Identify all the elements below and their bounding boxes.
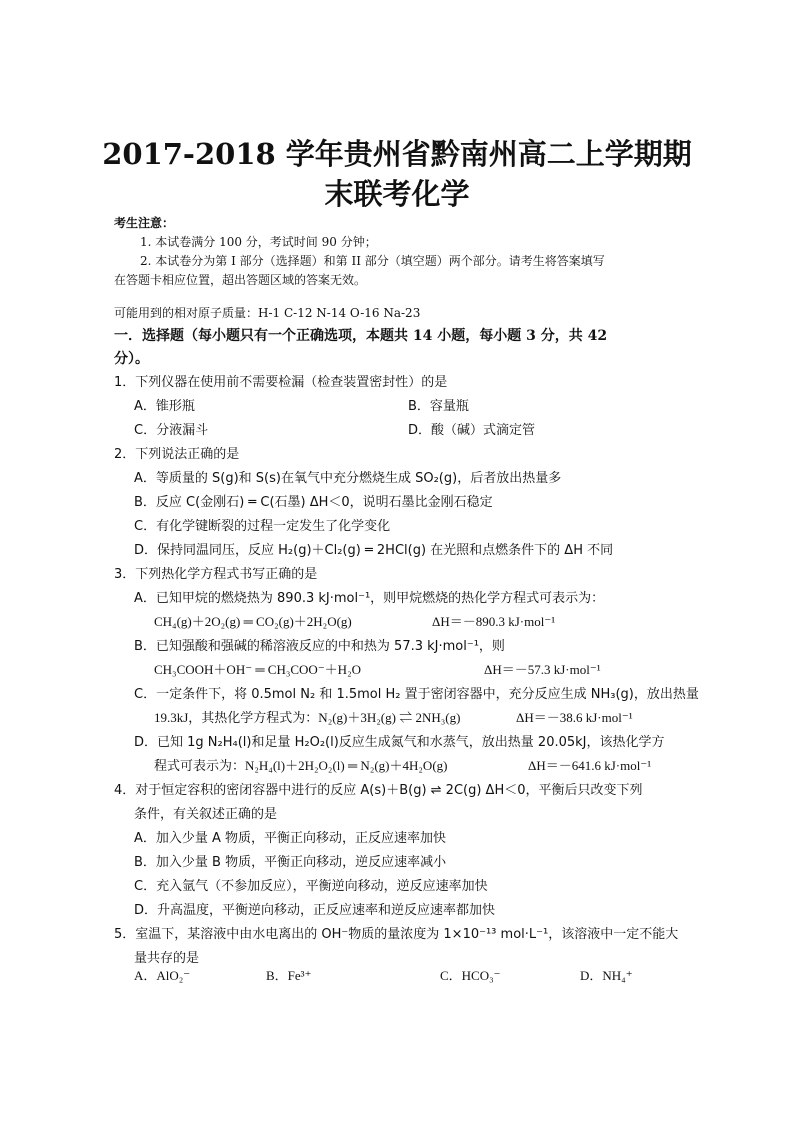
q2-option-d: D．保持同温同压，反应 H₂(g)＋Cl₂(g) ═ 2HCl(g) 在光照和点燃条件下的 ΔH 不同 <box>134 543 614 558</box>
q5-option-a: A．AlO₂⁻ <box>134 968 191 983</box>
q3-stem: 3．下列热化学方程式书写正确的是 <box>114 567 318 582</box>
notice-item-1: 1. 本试卷满分 100 分，考试时间 90 分钟； <box>140 235 377 249</box>
q4-stem-line-2: 条件，有关叙述正确的是 <box>134 807 278 822</box>
q3-option-c-line-1: C．一定条件下，将 0.5mol N₂ 和 1.5mol H₂ 置于密闭容器中，充分反应生成 NH₃(g)，放出热量 <box>134 687 699 702</box>
q3-option-d-line-1: D．已知 1g N₂H₄(l)和足量 H₂O₂(l)反应生成氮气和水蒸气，放出热量 20.05kJ，该热化学方 <box>134 735 665 750</box>
q1-stem: 1．下列仪器在使用前不需要检漏（检查装置密封性）的是 <box>114 375 448 390</box>
q3-option-a-line-1: A．已知甲烷的燃烧热为 890.3 kJ·mol⁻¹，则甲烷燃烧的热化学方程式可表示为： <box>134 591 605 606</box>
q4-option-a: A．加入少量 A 物质，平衡正向移动，正反应速率加快 <box>134 831 447 846</box>
q2-option-c: C．有化学键断裂的过程一定发生了化学变化 <box>134 519 391 534</box>
q5-option-b: B．Fe³⁺ <box>266 968 312 983</box>
q3-option-b-line-1: B．已知强酸和强碱的稀溶液反应的中和热为 57.3 kJ·mol⁻¹，则 <box>134 639 505 654</box>
q5-option-d: D．NH₄⁺ <box>580 968 633 983</box>
q3-option-c-equation: 19.3kJ，其热化学方程式为：N₂(g)＋3H₂(g) ⇌ 2NH₃(g) <box>154 710 461 725</box>
title-line-2: 末联考化学 <box>324 177 470 211</box>
q3-option-d-equation: 程式可表示为：N₂H₄(l)＋2H₂O₂(l) ═ N₂(g)＋4H₂O(g) <box>154 758 448 773</box>
section-heading-line-2: 分）。 <box>114 351 149 367</box>
section-heading-line-1: 一．选择题（每小题只有一个正确选项，本题共 14 小题，每小题 3 分，共 42 <box>114 328 608 344</box>
q3-option-b-enthalpy: ΔH＝－57.3 kJ·mol⁻¹ <box>484 662 601 677</box>
atomic-masses: 可能用到的相对原子质量：H-1 C-12 N-14 O-16 Na-23 <box>114 306 421 320</box>
section-heading <box>114 325 680 371</box>
notice-block <box>114 214 694 290</box>
q2-stem: 2．下列说法正确的是 <box>114 447 240 462</box>
q2-option-b: B．反应 C(金刚石) ═ C(石墨) ΔH＜0，说明石墨比金刚石稳定 <box>134 495 493 510</box>
notice-heading: 考生注意： <box>114 216 175 230</box>
title-line-1: 2017-2018 学年贵州省黔南州高二上学期期 <box>102 137 692 171</box>
q4-stem-line-1: 4．对于恒定容积的密闭容器中进行的反应 A(s)＋B(g) ⇌ 2C(g) ΔH＜0，平衡后只改变下列 <box>114 783 643 798</box>
q3-option-a-equation: CH₄(g)＋2O₂(g) ═ CO₂(g)＋2H₂O(g) <box>154 614 352 629</box>
q3-option-c-enthalpy: ΔH＝－38.6 kJ·mol⁻¹ <box>516 710 633 725</box>
q3-option-a-enthalpy: ΔH＝－890.3 kJ·mol⁻¹ <box>432 614 556 629</box>
notice-item-2b: 在答题卡相应位置，超出答题区域的答案无效。 <box>114 273 367 287</box>
q4-option-b: B．加入少量 B 物质，平衡正向移动，逆反应速率减小 <box>134 855 447 870</box>
q2-option-a: A．等质量的 S(g)和 S(s)在氧气中充分燃烧生成 SO₂(g)，后者放出热量多 <box>134 471 562 486</box>
q3-option-d-enthalpy: ΔH＝－641.6 kJ·mol⁻¹ <box>528 758 652 773</box>
q4-option-d: D．升高温度，平衡逆向移动，正反应速率和逆反应速率都加快 <box>134 903 496 918</box>
q1-option-c: C．分液漏斗 <box>134 423 209 438</box>
q3-option-b-equation: CH₃COOH＋OH⁻ ═ CH₃COO⁻＋H₂O <box>154 662 361 677</box>
q4-option-c: C．充入氩气（不参加反应），平衡逆向移动，逆反应速率加快 <box>134 879 488 894</box>
q1-option-a: A．锥形瓶 <box>134 399 195 414</box>
q1-option-d: D．酸（碱）式滴定管 <box>408 423 536 438</box>
q1-option-b: B．容量瓶 <box>408 399 469 414</box>
q5-option-c: C．HCO₃⁻ <box>440 968 501 983</box>
q5-stem-line-2: 量共存的是 <box>134 951 200 966</box>
notice-item-2a: 2. 本试卷分为第 I 部分（选择题）和第 II 部分（填空题）两个部分。请考生将答案填写 <box>140 254 605 268</box>
q5-stem-line-1: 5．室温下，某溶液中由水电离出的 OH⁻物质的量浓度为 1×10⁻¹³ mol·L⁻¹，该溶液中一定不能大 <box>114 927 679 942</box>
